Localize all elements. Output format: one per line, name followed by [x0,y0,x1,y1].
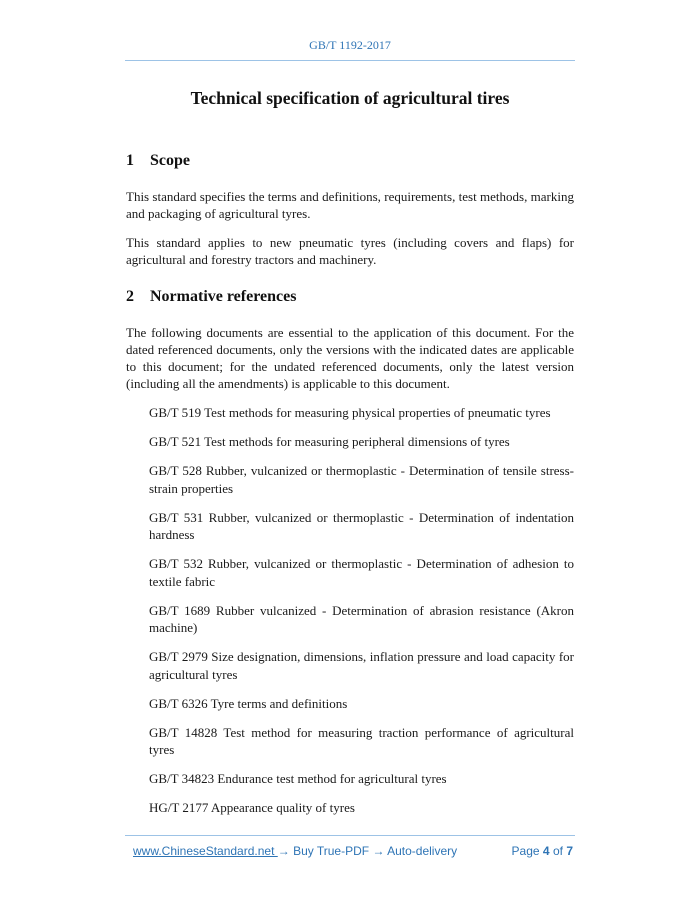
header-standard-code: GB/T 1192-2017 [309,38,391,52]
scope-paragraph-2: This standard applies to new pneumatic tyres (including covers and flaps) for agricultural and forestry tractors and machinery. [126,235,574,267]
section-title: Scope [150,152,190,169]
document-body [126,152,574,828]
reference-list [126,404,574,817]
section-title: Normative references [150,288,297,305]
document-title: Technical specification of agricultural tires [190,88,510,108]
page-current: 4 [542,844,550,858]
header-divider [125,60,575,61]
reference-item: GB/T 1689 Rubber vulcanized - Determination of abrasion resistance (Akron machine) [149,602,574,635]
footer-trail-text: → Buy True-PDF → Auto-delivery [277,844,458,858]
section-number: 2 [126,288,134,305]
page-of-label: of [552,844,563,858]
page-label: Page [511,844,540,858]
reference-item: GB/T 34823 Endurance test method for agricultural tyres [149,771,447,786]
reference-item: GB/T 521 Test methods for measuring peripheral dimensions of tyres [149,434,510,449]
reference-item: GB/T 14828 Test method for measuring traction performance of agricultural tyres [149,724,574,757]
section-number: 1 [126,152,134,169]
section-heading-normative-references [126,288,574,306]
page-footer [133,844,573,858]
reference-item: GB/T 6326 Tyre terms and definitions [149,695,348,711]
footer-promo [133,844,457,858]
normative-intro-paragraph: The following documents are essential to the application of this document. For the dated referenced documents, only the versions with the indicated dates are applicable to this document; for the undated referenced documents, only the latest version (including all the amendments) is applicable to this document. [126,325,574,391]
reference-item: GB/T 528 Rubber, vulcanized or thermoplastic - Determination of tensile stress-strain properties [149,463,574,496]
chinesestandard-link[interactable]: www.ChineseStandard.net [133,844,278,858]
page-indicator [512,844,573,858]
reference-item: HG/T 2177 Appearance quality of tyres [149,800,355,815]
footer-divider [125,835,575,836]
reference-item: GB/T 532 Rubber, vulcanized or thermoplastic - Determination of adhesion to textile fabric [149,556,574,589]
section-heading-scope [126,152,574,170]
page-total: 7 [566,844,573,858]
scope-paragraph-1: This standard specifies the terms and definitions, requirements, test methods, marking and packaging of agricultural tyres. [126,189,574,221]
reference-item: GB/T 519 Test methods for measuring physical properties of pneumatic tyres [149,405,551,420]
reference-item: GB/T 531 Rubber, vulcanized or thermoplastic - Determination of indentation hardness [149,509,574,542]
reference-item: GB/T 2979 Size designation, dimensions, inflation pressure and load capacity for agricultural tyres [149,649,574,682]
